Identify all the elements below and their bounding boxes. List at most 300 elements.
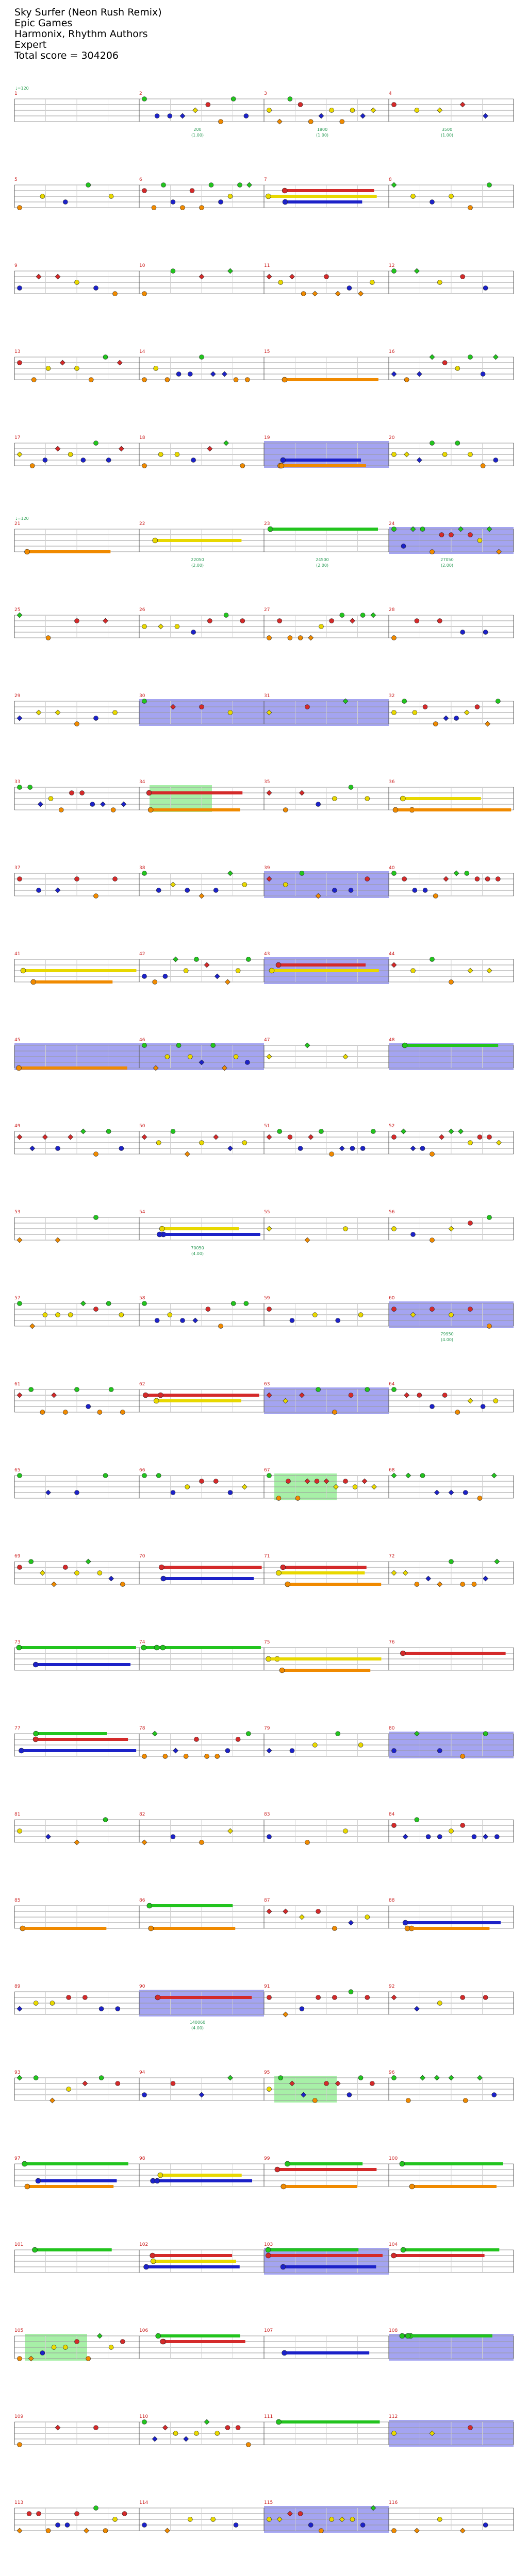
note-gem <box>493 1399 498 1403</box>
measure <box>264 1468 389 1501</box>
hopo-note <box>391 1473 397 1478</box>
measure-number: 26 <box>139 607 145 613</box>
hopo-note <box>55 888 60 893</box>
hopo-note <box>283 2012 288 2017</box>
hopo-note <box>449 1490 454 1495</box>
note-gem <box>423 888 427 893</box>
hopo-note <box>214 974 220 979</box>
note-gem <box>426 1835 431 1839</box>
hopo-note <box>417 371 422 377</box>
measure-number: 109 <box>14 2414 24 2419</box>
note-gem <box>402 877 407 882</box>
note-head <box>280 1565 286 1570</box>
note-gem <box>200 1141 204 1145</box>
note-gem <box>211 1043 216 1048</box>
hopo-note <box>437 1582 442 1587</box>
hopo-note <box>267 1748 272 1753</box>
note-gem <box>465 871 469 876</box>
note-gem <box>228 710 233 715</box>
hopo-note <box>17 452 22 457</box>
hopo-note <box>299 1914 304 1920</box>
sustain-note <box>36 1732 107 1735</box>
note-gem <box>109 194 113 199</box>
sustain-note <box>150 1904 233 1907</box>
note-gem <box>86 183 91 188</box>
chart-row <box>14 1038 514 1071</box>
note-gem <box>18 2357 22 2361</box>
note-gem <box>215 2431 220 2436</box>
sustain-note <box>23 969 136 972</box>
note-gem <box>206 1307 210 1312</box>
hopo-note <box>36 710 41 715</box>
note-gem <box>31 378 36 382</box>
sustain-note <box>159 1233 260 1236</box>
measure-number: 39 <box>264 866 270 871</box>
chart-row <box>14 1210 514 1256</box>
note-gem <box>392 103 397 107</box>
note-gem <box>185 888 190 893</box>
measure-score: 70050 <box>191 1246 204 1250</box>
sustain-note <box>285 378 378 381</box>
measure <box>139 2070 264 2100</box>
note-gem <box>103 2529 108 2533</box>
note-gem <box>437 1749 442 1753</box>
note-gem <box>332 1995 337 2000</box>
sustain-note <box>35 2248 111 2251</box>
note-gem <box>56 1313 60 1317</box>
measure-number: 62 <box>139 1382 145 1387</box>
song-title: Sky Surfer (Neon Rush Remix) <box>14 7 162 18</box>
note-gem <box>267 636 272 640</box>
sustain-note <box>283 1566 367 1569</box>
note-gem <box>433 722 438 726</box>
hopo-note <box>210 371 216 377</box>
note-gem <box>155 114 159 118</box>
sustain-note <box>270 528 378 531</box>
note-gem <box>236 2426 240 2430</box>
note-gem <box>365 1915 370 1920</box>
chart-row <box>14 1898 514 1931</box>
note-head <box>285 2161 290 2166</box>
note-gem <box>94 894 98 899</box>
sustain-note <box>158 2334 240 2337</box>
hopo-note <box>391 1995 397 2000</box>
measure <box>264 349 389 382</box>
note-gem <box>63 2345 68 2350</box>
note-gem <box>350 108 355 113</box>
note-gem <box>171 1490 175 1495</box>
measure-number: 23 <box>264 521 270 527</box>
measure <box>264 952 389 984</box>
measure-multiplier: (2.00) <box>440 563 454 568</box>
note-gem <box>411 194 416 199</box>
note-gem <box>240 619 245 623</box>
measure <box>14 1124 139 1157</box>
hopo-note <box>55 274 60 279</box>
note-head <box>144 2264 149 2269</box>
note-head <box>282 188 287 193</box>
note-gem <box>142 1043 147 1048</box>
note-gem <box>370 2081 374 2086</box>
hopo-note <box>339 1146 344 1151</box>
note-gem <box>404 378 409 382</box>
note-gem <box>312 1743 317 1748</box>
note-gem <box>103 1473 108 1478</box>
note-head <box>268 527 273 532</box>
sustain-note <box>285 2351 370 2354</box>
hopo-note <box>449 1226 454 1231</box>
note-head <box>25 549 30 554</box>
hopo-note <box>52 1582 57 1587</box>
hopo-note <box>228 2075 233 2080</box>
measure <box>139 1038 264 1071</box>
hopo-note <box>494 1559 500 1564</box>
note-gem <box>161 183 166 188</box>
note-gem <box>142 2420 147 2425</box>
measure-number: 18 <box>139 435 145 440</box>
measure-number: 66 <box>139 1468 145 1473</box>
chart-row <box>14 2242 514 2275</box>
hopo-note <box>84 2528 89 2533</box>
note-head <box>280 457 286 463</box>
measure <box>264 1296 389 1326</box>
measure-number: 9 <box>14 263 18 268</box>
hopo-note <box>414 2006 419 2011</box>
measure-number: 75 <box>264 1640 270 1645</box>
note-gem <box>244 1301 249 1306</box>
hopo-note <box>119 446 124 451</box>
song-artist: Epic Games <box>14 18 73 29</box>
note-gem <box>267 2087 272 2092</box>
sustain-note <box>157 2179 241 2182</box>
measure <box>389 349 514 382</box>
note-head <box>16 1065 21 1071</box>
hopo-note <box>483 1834 488 1839</box>
note-gem <box>29 1560 34 1564</box>
sustain-note <box>151 808 240 811</box>
note-gem <box>28 785 32 790</box>
note-gem <box>343 1479 348 1484</box>
measure <box>264 779 389 812</box>
note-gem <box>142 97 147 101</box>
note-gem <box>180 206 185 210</box>
measure-number: 73 <box>14 1640 21 1645</box>
note-gem <box>205 1754 209 1759</box>
note-gem <box>219 120 223 124</box>
note-head <box>36 2178 41 2183</box>
measure <box>389 2414 514 2447</box>
hopo-note <box>17 2006 22 2011</box>
note-gem <box>283 883 288 887</box>
measure-number: 97 <box>14 2156 21 2161</box>
note-gem <box>392 636 397 640</box>
note-head <box>150 2253 155 2258</box>
hopo-note <box>468 1398 473 1403</box>
measure <box>139 1554 264 1584</box>
note-gem <box>142 464 147 468</box>
measure-number: 94 <box>139 2070 145 2075</box>
hopo-note <box>443 716 449 721</box>
note-gem <box>365 1387 370 1392</box>
measure <box>139 2500 264 2533</box>
chart-row <box>14 2156 514 2189</box>
chart-row <box>14 263 514 296</box>
note-gem <box>18 286 22 291</box>
chart-row <box>14 693 514 726</box>
hopo-note <box>74 1840 79 1845</box>
sustain-note <box>19 1646 136 1649</box>
hopo-note <box>180 113 185 118</box>
measure-number: 116 <box>389 2500 398 2505</box>
measure <box>139 779 264 812</box>
hopo-note <box>267 274 272 279</box>
note-gem <box>175 624 179 629</box>
note-gem <box>153 980 157 985</box>
hopo-note <box>434 1490 439 1495</box>
measure-number: 53 <box>14 1210 21 1215</box>
note-gem <box>213 888 218 893</box>
sustain-note <box>288 1583 381 1586</box>
note-head <box>279 1668 285 1673</box>
sustain-note <box>151 1927 235 1930</box>
chart-row <box>14 607 514 640</box>
note-head <box>276 2419 282 2425</box>
hopo-note <box>391 182 397 188</box>
note-gem <box>109 2345 113 2350</box>
note-gem <box>180 1318 185 1323</box>
note-head <box>21 968 26 973</box>
measure-number: 67 <box>264 1468 270 1473</box>
note-gem <box>171 1835 175 1839</box>
measure <box>389 1296 514 1342</box>
measure-number: 87 <box>264 1898 270 1903</box>
measure-number: 113 <box>14 2500 24 2505</box>
measure-number: 112 <box>389 2414 398 2419</box>
note-gem <box>113 2517 118 2522</box>
measure-number: 19 <box>264 435 270 440</box>
note-gem <box>18 785 22 790</box>
note-gem <box>415 1818 419 1822</box>
note-gem <box>430 200 435 205</box>
note-gem <box>329 2517 334 2522</box>
note-gem <box>75 1571 79 1575</box>
hopo-note <box>267 1909 272 1914</box>
measure <box>264 2156 389 2189</box>
note-gem <box>295 1496 300 1501</box>
note-gem <box>468 533 473 537</box>
note-head <box>400 2161 405 2166</box>
note-gem <box>278 2076 283 2080</box>
note-gem <box>56 1146 60 1151</box>
measure-number: 34 <box>139 779 145 785</box>
hopo-note <box>55 2425 60 2430</box>
measure <box>264 2414 389 2445</box>
note-gem <box>286 1479 291 1484</box>
measure-number: 43 <box>264 952 270 957</box>
note-gem <box>288 636 292 640</box>
measure <box>14 2156 139 2189</box>
measure-number: 57 <box>14 1296 21 1301</box>
note-gem <box>184 969 188 973</box>
hopo-note <box>491 1473 497 1478</box>
measure-number: 98 <box>139 2156 145 2161</box>
chart-row <box>14 1812 514 1845</box>
note-gem <box>18 361 22 365</box>
note-gem <box>200 206 204 210</box>
measure-number: 31 <box>264 693 270 699</box>
note-gem <box>63 200 68 205</box>
measure-number: 91 <box>264 1984 270 1989</box>
sustain-note <box>408 2334 483 2337</box>
hopo-note <box>199 893 204 899</box>
measure-number: 50 <box>139 1124 145 1129</box>
measure <box>139 1210 264 1256</box>
measure <box>264 1640 389 1673</box>
measure <box>14 1726 139 1756</box>
hopo-note <box>485 721 490 726</box>
measure <box>14 1296 139 1329</box>
measure-number: 6 <box>139 177 142 182</box>
note-head <box>266 194 271 199</box>
hopo-note <box>350 618 355 623</box>
note-gem <box>213 1479 218 1484</box>
measure-number: 64 <box>389 1382 395 1387</box>
hopo-note <box>204 2419 209 2425</box>
measure <box>389 1124 514 1157</box>
note-gem <box>454 716 459 721</box>
measure <box>389 521 514 568</box>
hopo-note <box>38 802 43 807</box>
measure <box>389 1984 514 2014</box>
note-gem <box>48 796 53 801</box>
note-head <box>158 2173 163 2178</box>
note-gem <box>34 2001 38 2006</box>
note-head <box>405 1926 410 1931</box>
hopo-note <box>80 1301 86 1306</box>
measure-number: 68 <box>389 1468 395 1473</box>
note-head <box>403 1920 408 1925</box>
note-gem <box>463 2098 468 2103</box>
note-head <box>281 2184 286 2189</box>
note-gem <box>168 114 172 118</box>
note-gem <box>423 705 427 709</box>
note-gem <box>240 464 245 468</box>
note-gem <box>481 372 485 377</box>
measure <box>389 1210 514 1243</box>
note-gem <box>430 1238 435 1243</box>
measure-number: 51 <box>264 1124 270 1129</box>
hopo-note <box>267 1134 272 1140</box>
note-gem <box>231 97 236 101</box>
note-gem <box>219 200 223 205</box>
note-gem <box>496 699 500 704</box>
note-gem <box>206 103 210 107</box>
hopo-note <box>17 613 22 618</box>
note-gem <box>463 1490 468 1495</box>
note-gem <box>412 888 417 893</box>
measure-number: 60 <box>389 1296 395 1301</box>
measure <box>14 2500 139 2533</box>
note-gem <box>50 2001 55 2006</box>
note-gem <box>370 280 374 285</box>
note-gem <box>246 2443 251 2447</box>
note-head <box>275 2167 280 2172</box>
note-head <box>285 1582 290 1587</box>
measure-number: 29 <box>14 693 21 699</box>
note-gem <box>430 550 435 554</box>
sustain-note <box>405 1044 498 1047</box>
note-gem <box>52 2345 56 2350</box>
measure-score: 1800 <box>317 127 328 132</box>
hopo-note <box>121 802 126 807</box>
note-gem <box>468 206 473 210</box>
note-gem <box>267 108 272 113</box>
sustain-note <box>268 2254 383 2257</box>
hopo-note <box>460 102 465 107</box>
note-gem <box>116 2081 120 2086</box>
note-gem <box>219 1324 223 1329</box>
note-gem <box>103 355 108 360</box>
note-gem <box>442 361 447 365</box>
note-head <box>160 1645 166 1650</box>
note-gem <box>468 355 473 360</box>
note-gem <box>340 613 344 618</box>
note-gem <box>392 1135 397 1140</box>
chart-row <box>14 1726 514 1759</box>
note-gem <box>267 1473 272 1478</box>
note-gem <box>305 705 310 709</box>
note-gem <box>392 710 397 715</box>
note-gem <box>194 1737 199 1742</box>
sustain-note <box>283 2265 376 2268</box>
note-gem <box>113 877 118 882</box>
hopo-note <box>158 624 163 629</box>
hopo-note <box>173 1748 178 1753</box>
note-gem <box>477 1135 482 1140</box>
note-head <box>20 1926 25 1931</box>
note-head <box>33 1737 38 1742</box>
measure-number: 85 <box>14 1898 21 1903</box>
note-gem <box>224 613 228 618</box>
measure <box>14 866 139 899</box>
measure <box>14 693 139 726</box>
measure <box>264 1210 389 1243</box>
measure-number: 44 <box>389 952 395 957</box>
measure <box>14 779 139 812</box>
measure-number: 2 <box>139 91 142 96</box>
note-gem <box>18 1565 22 1570</box>
measure-number: 12 <box>389 263 395 268</box>
hopo-note <box>46 1490 51 1495</box>
measure-score: 79950 <box>440 1332 454 1336</box>
measure <box>139 2156 264 2187</box>
note-gem <box>437 2517 442 2522</box>
measure <box>264 263 389 296</box>
note-gem <box>106 1301 111 1306</box>
chart-row <box>14 1468 514 1501</box>
note-gem <box>176 1043 181 1048</box>
hopo-note <box>193 108 198 113</box>
note-gem <box>63 1410 68 1415</box>
note-gem <box>460 275 465 279</box>
measure-number: 58 <box>139 1296 145 1301</box>
note-gem <box>18 1829 22 1834</box>
measure <box>389 607 514 640</box>
hopo-note <box>213 1134 219 1140</box>
measure <box>14 607 139 640</box>
note-gem <box>411 1232 416 1237</box>
note-gem <box>430 1152 435 1157</box>
